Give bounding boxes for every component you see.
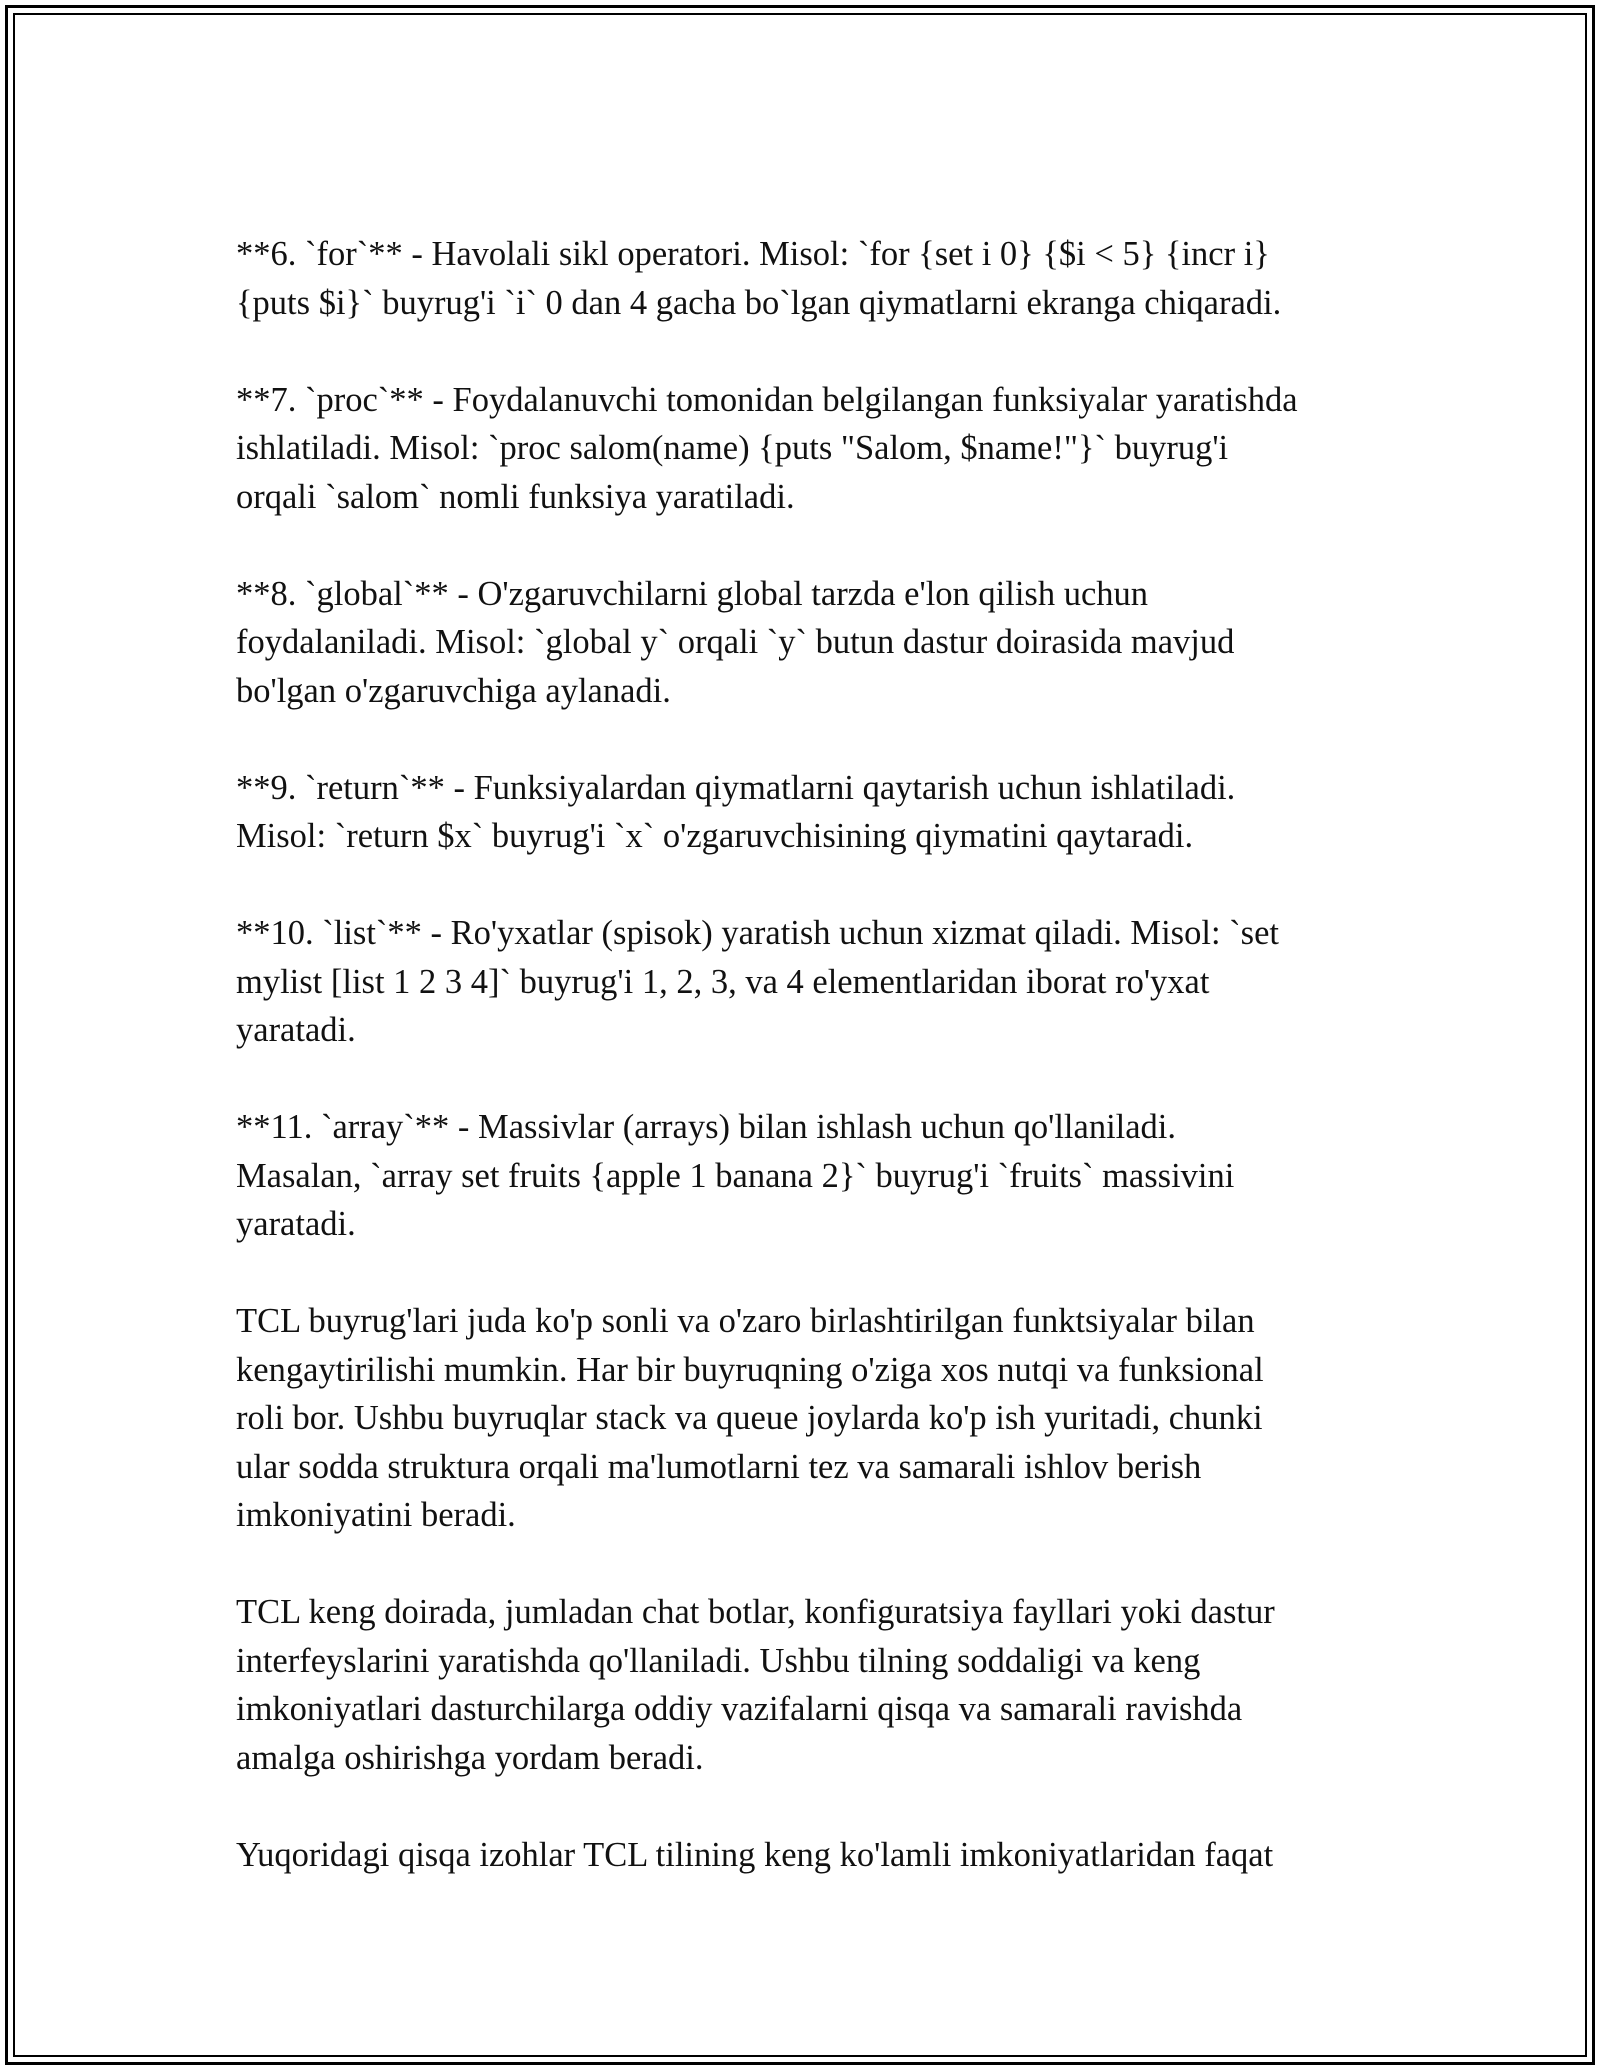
text-line: Misol: `return $x` buyrug'i `x` o'zgaruvchisining qiymatini qaytaradi.	[236, 817, 1194, 855]
paragraph-for-command	[236, 230, 1396, 327]
paragraph-summary	[236, 1831, 1396, 1880]
text-line: yaratadi.	[236, 1205, 356, 1243]
text-line: **9. `return`** - Funksiyalardan qiymatlarni qaytarish uchun ishlatiladi.	[236, 768, 1236, 807]
text-line: **11. `array`** - Massivlar (arrays) bilan ishlash uchun qo'llaniladi.	[236, 1108, 1177, 1146]
paragraph-proc-command	[236, 376, 1396, 522]
paragraph-tcl-extensibility	[236, 1297, 1396, 1540]
text-line: imkoniyatlari dasturchilarga oddiy vazifalarni qisqa va samarali ravishda	[236, 1690, 1243, 1728]
text-line: {puts $i}` buyrug'i `i` 0 dan 4 gacha bo`lgan qiymatlarni ekranga chiqaradi.	[236, 283, 1282, 322]
text-line: **6. `for`** - Havolali sikl operatori. Misol: `for {set i 0} {$i < 5} {incr i}	[236, 235, 1270, 273]
paragraph-array-command	[236, 1103, 1396, 1249]
text-line: **7. `proc`** - Foydalanuvchi tomonidan belgilangan funksiyalar yaratishda	[236, 380, 1298, 419]
text-line: ular sodda struktura orqali ma'lumotlarni tez va samarali ishlov berish	[236, 1447, 1202, 1486]
text-line: Yuqoridagi qisqa izohlar TCL tilining keng ko'lamli imkoniyatlaridan faqat	[236, 1835, 1274, 1874]
paragraph-tcl-usage	[236, 1588, 1396, 1782]
paragraph-return-command	[236, 764, 1396, 861]
text-line: TCL keng doirada, jumladan chat botlar, konfiguratsiya fayllari yoki dastur	[236, 1593, 1275, 1631]
text-line: **8. `global`** - O'zgaruvchilarni global tarzda e'lon qilish uchun	[236, 574, 1149, 613]
text-line: TCL buyrug'lari juda ko'p sonli va o'zaro birlashtirilgan funktsiyalar bilan	[236, 1302, 1255, 1340]
paragraph-global-command	[236, 570, 1396, 716]
text-line: roli bor. Ushbu buyruqlar stack va queue joylarda ko'p ish yuritadi, chunki	[236, 1399, 1263, 1437]
document-body	[236, 230, 1396, 1928]
text-line: ishlatiladi. Misol: `proc salom(name) {puts "Salom, $name!"}` buyrug'i	[236, 429, 1229, 467]
text-line: foydalaniladi. Misol: `global y` orqali `y` butun dastur doirasida mavjud	[236, 623, 1235, 661]
text-line: amalga oshirishga yordam beradi.	[236, 1738, 704, 1777]
text-line: orqali `salom` nomli funksiya yaratiladi.	[236, 477, 795, 516]
paragraph-list-command	[236, 909, 1396, 1055]
text-line: yaratadi.	[236, 1011, 356, 1049]
text-line: kengaytirilishi mumkin. Har bir buyruqning o'ziga xos nutqi va funksional	[236, 1350, 1264, 1389]
text-line: **10. `list`** - Ro'yxatlar (spisok) yaratish uchun xizmat qiladi. Misol: `set	[236, 914, 1279, 952]
text-line: bo'lgan o'zgaruvchiga aylanadi.	[236, 671, 671, 710]
text-line: mylist [list 1 2 3 4]` buyrug'i 1, 2, 3, va 4 elementlaridan iborat ro'yxat	[236, 962, 1210, 1001]
text-line: interfeyslarini yaratishda qo'llaniladi. Ushbu tilning soddaligi va keng	[236, 1641, 1201, 1680]
text-line: Masalan, `array set fruits {apple 1 banana 2}` buyrug'i `fruits` massivini	[236, 1156, 1235, 1195]
text-line: imkoniyatini beradi.	[236, 1496, 516, 1534]
